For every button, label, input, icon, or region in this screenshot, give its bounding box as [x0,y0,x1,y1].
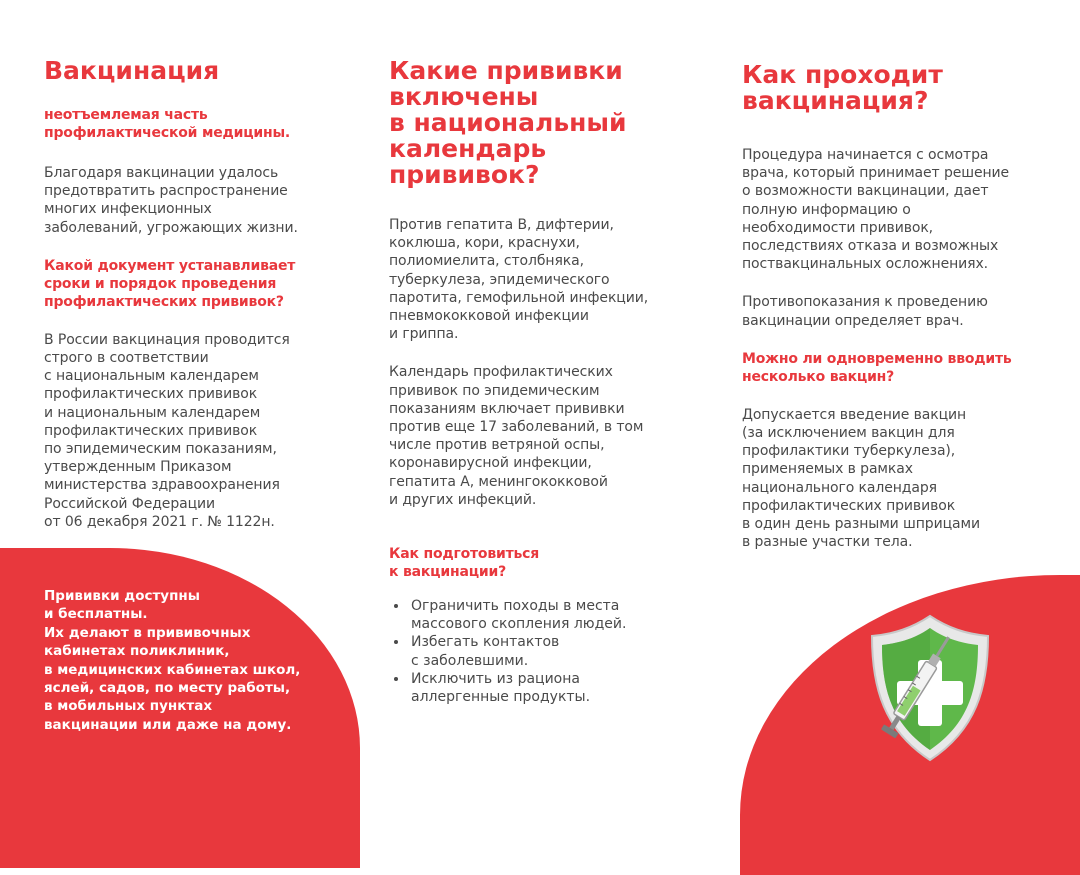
column3-title: Как проходит вакцинация? [742,60,943,115]
column-vaccination [44,58,354,531]
column3-paragraph1: Процедура начинается с осмотра врача, который принимает решение о возможности вакцинации, дает полную информацию о необходимости прививок, последствиях отказа и возможных поствакцинальных осложнениях. [742,147,1010,273]
column1-paragraph2: В России вакцинация проводится строго в соответствии с национальным календарем профилактических прививок и национальным календарем профилактических прививок по эпидемическим показаниям, утвержденным Приказом министерства здравоохранения Российской Федерации от 06 декабря 2021 г. № 1122н. [44,331,290,530]
column1-question: Какой документ устанавливает сроки и порядок проведения профилактических прививок? [44,257,296,310]
column2-paragraph1: Против гепатита В, дифтерии, коклюша, кори, краснухи, полиомиелита, столбняка, туберкулеза, эпидемического паротита, гемофильной инфекции, пневмококковой инфекции и гриппа. [389,217,649,343]
preparation-list [389,597,689,706]
list-item: • Избегать контактов с заболевшими. [409,633,689,669]
list-item: • Ограничить походы в места массового скопления людей. [409,597,689,633]
column2-question: Как подготовиться к вакцинации? [389,546,540,581]
column-procedure [742,62,1042,551]
column3-paragraph2: Противопоказания к проведению вакцинации определяет врач. [742,294,988,329]
footer-text: Прививки доступны и бесплатны. Их делают в прививочных кабинетах поликлиник, в медицинских кабинетах школ, яслей, садов, по месту работы, в мобильных пунктах вакцинации или даже на дому. [44,588,301,733]
column1-subtitle: неотъемлемая часть профилактической медицины. [44,107,291,141]
column3-question: Можно ли одновременно вводить несколько вакцин? [742,350,1012,385]
column2-title: Какие прививки включены в национальный календарь прививок? [389,56,627,189]
column-national-calendar [389,58,689,706]
column2-paragraph2: Календарь профилактических прививок по эпидемическим показаниям включает прививки против еще 17 заболеваний, в том числе против ветряной оспы, коронавирусной инфекции, гепатита А, менингококковой и других инфекций. [389,364,644,508]
shield-cross-icon [860,608,1000,765]
column1-title: Вакцинация [44,56,220,85]
list-item: • Исключить из рациона аллергенные продукты. [409,670,689,706]
column3-paragraph3: Допускается введение вакцин (за исключением вакцин для профилактики туберкулеза), применяемых в рамках национального календаря профилактических прививок в один день разными шприцами в разные участки тела. [742,406,980,551]
syringe-icon [860,608,1000,765]
column1-paragraph1: Благодаря вакцинации удалось предотвратить распространение многих инфекционных заболеваний, угрожающих жизни. [44,165,298,236]
